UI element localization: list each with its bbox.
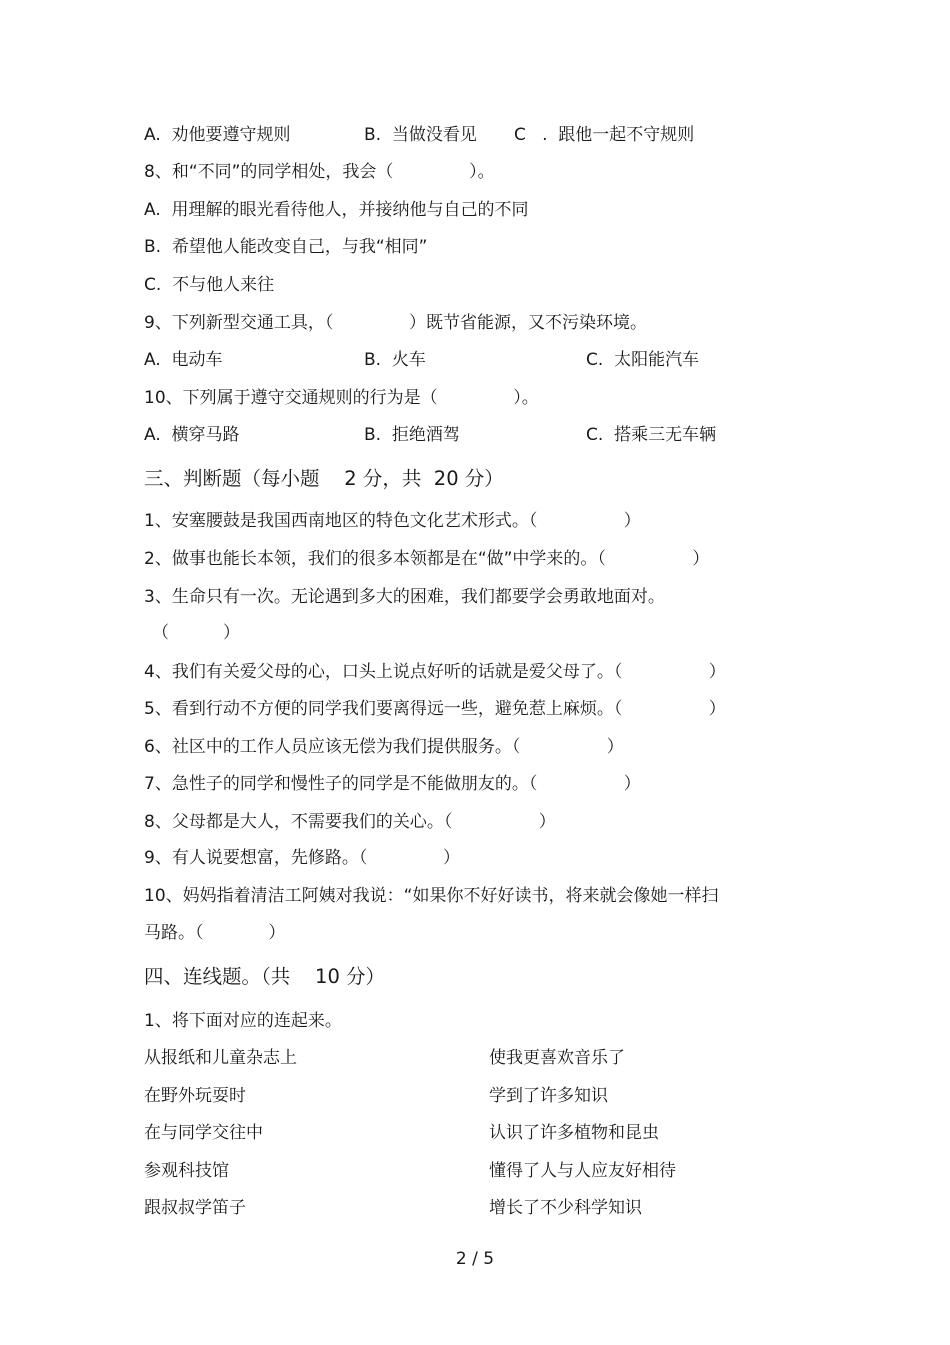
q10-option-c: C. 搭乘三无车辆 xyxy=(586,425,717,445)
q10-stem: 10、下列属于遵守交通规则的行为是（ ）。 xyxy=(144,388,539,408)
q9-stem: 9、下列新型交通工具，（ ）既节省能源，又不污染环境。 xyxy=(144,313,647,333)
q7-option-b: B. 当做没看见 xyxy=(364,125,477,145)
tf-item-5: 5、看到行动不方便的同学我们要离得远一些，避免惹上麻烦。（ ） xyxy=(144,699,726,719)
matching-right-1: 使我更喜欢音乐了 xyxy=(489,1048,625,1068)
matching-right-5: 增长了不少科学知识 xyxy=(489,1198,642,1218)
tf-item-3: 3、生命只有一次。无论遇到多大的困难，我们都要学会勇敢地面对。 xyxy=(144,587,665,607)
q10-option-b: B. 拒绝酒驾 xyxy=(364,425,460,445)
tf-item-1: 1、安塞腰鼓是我国西南地区的特色文化艺术形式。（ ） xyxy=(144,511,641,531)
matching-left-1: 从报纸和儿童杂志上 xyxy=(144,1048,297,1068)
tf-item-4: 4、我们有关爱父母的心，口头上说点好听的话就是爱父母了。（ ） xyxy=(144,662,726,682)
matching-left-4: 参观科技馆 xyxy=(144,1161,229,1181)
matching-right-2: 学到了许多知识 xyxy=(489,1086,608,1106)
tf-item-8: 8、父母都是大人，不需要我们的关心。（ ） xyxy=(144,812,556,832)
q8-stem: 8、和“不同”的同学相处，我会（ ）。 xyxy=(144,162,495,182)
q8-option-a: A. 用理解的眼光看待他人，并接纳他与自己的不同 xyxy=(144,200,529,220)
tf-item-10-cont: 马路。（ ） xyxy=(144,923,286,943)
matching-instruction: 1、将下面对应的连起来。 xyxy=(144,1011,342,1031)
tf-item-10: 10、妈妈指着清洁工阿姨对我说：“如果你不好好读书，将来就会像她一样扫 xyxy=(144,886,719,906)
tf-item-3-blank: （ ） xyxy=(152,623,241,643)
q7-option-a: A. 劝他要遵守规则 xyxy=(144,125,291,145)
page-number: 2 / 5 xyxy=(455,1249,495,1269)
matching-left-2: 在野外玩耍时 xyxy=(144,1086,246,1106)
section-4-heading: 四、连线题。（共 10 分） xyxy=(144,965,386,988)
tf-item-2: 2、做事也能长本领，我们的很多本领都是在“做”中学来的。（ ） xyxy=(144,549,710,569)
section-3-heading: 三、判断题（每小题 2 分，共 20 分） xyxy=(144,467,504,490)
q10-option-a: A. 横穿马路 xyxy=(144,425,240,445)
q7-option-c: C . 跟他一起不守规则 xyxy=(514,125,695,145)
matching-left-3: 在与同学交往中 xyxy=(144,1123,263,1143)
tf-item-7: 7、急性子的同学和慢性子的同学是不能做朋友的。（ ） xyxy=(144,774,641,794)
matching-right-4: 懂得了人与人应友好相待 xyxy=(489,1161,676,1181)
q9-option-c: C. 太阳能汽车 xyxy=(586,350,700,370)
q8-option-b: B. 希望他人能改变自己，与我“相同” xyxy=(144,237,428,257)
q8-option-c: C. 不与他人来往 xyxy=(144,275,275,295)
tf-item-9: 9、有人说要想富，先修路。（ ） xyxy=(144,848,460,868)
tf-item-6: 6、社区中的工作人员应该无偿为我们提供服务。（ ） xyxy=(144,737,624,757)
matching-left-5: 跟叔叔学笛子 xyxy=(144,1198,246,1218)
q9-option-b: B. 火车 xyxy=(364,350,426,370)
matching-right-3: 认识了许多植物和昆虫 xyxy=(489,1123,659,1143)
q9-option-a: A. 电动车 xyxy=(144,350,223,370)
